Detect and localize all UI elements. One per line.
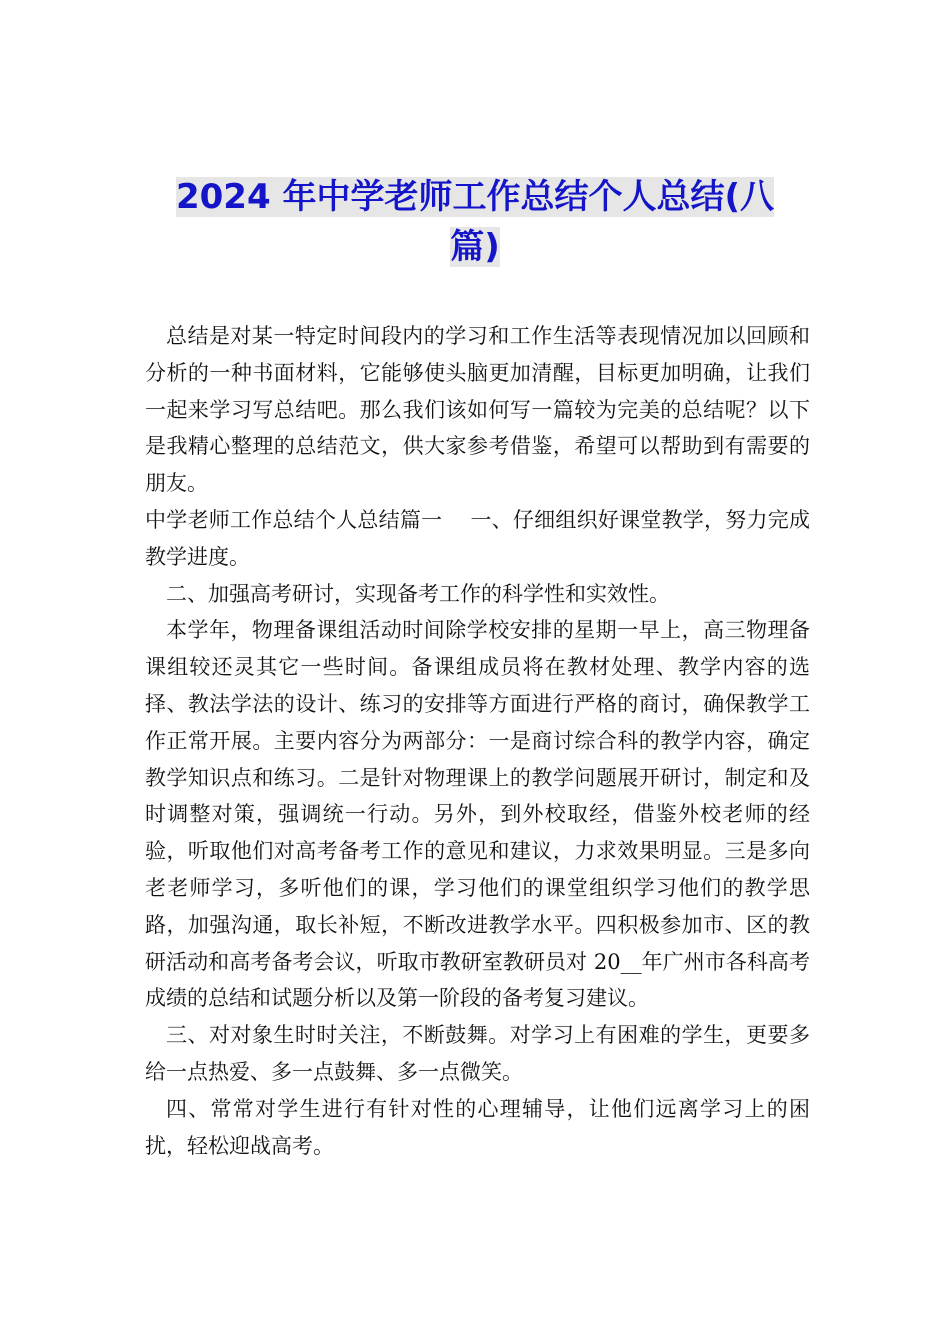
paragraph-intro: 总结是对某一特定时间段内的学习和工作生活等表现情况加以回顾和分析的一种书面材料，它能够使头脑更加清醒，目标更加明确，让我们一起来学习写总结吧。那么我们该如何写一篇较为完美的总结呢？以下是我精心整理的总结范文，供大家参考借鉴，希望可以帮助到有需要的朋友。 [145,324,810,496]
paragraph-point-3: 三、对对象生时时关注，不断鼓舞。对学习上有困难的学生，更要多给一点热爱、多一点鼓舞、多一点微笑。 [145,1023,810,1084]
document-body [145,318,810,1164]
paragraph-point-2: 二、加强高考研讨，实现备考工作的科学性和实效性。 [166,581,670,606]
title-line-2: 篇) [450,227,500,267]
title-line-1: 2024 年中学老师工作总结个人总结(八 [175,177,774,217]
document-title [150,172,800,272]
paragraph-section-heading: 中学老师工作总结个人总结篇一 一、仔细组织好课堂教学，努力完成教学进度。 [145,507,810,569]
paragraph-details: 本学年，物理备课组活动时间除学校安排的星期一早上，高三物理备课组较还灵其它一些时间。备课组成员将在教材处理、教学内容的选择、教法学法的设计、练习的安排等方面进行严格的商讨，确保教学工作正常开展。主要内容分为两部分：一是商讨综合科的教学内容，确定教学知识点和练习。二是针对物理课上的教学问题展开研讨，制定和及时调整对策，强调统一行动。另外，到外校取经，借鉴外校老师的经验，听取他们对高考备考工作的意见和建议，力求效果明显。三是多向老老师学习，多听他们的课，学习他们的课堂组织学习他们的教学思路，加强沟通，取长补短，不断改进教学水平。四积极参加市、区的教研活动和高考备考会议，听取市教研室教研员对 20__年广州市各科高考成绩的总结和试题分析以及第一阶段的备考复习建议。 [145,618,810,1011]
paragraph-point-4: 四、常常对学生进行有针对性的心理辅导，让他们远离学习上的困扰，轻松迎战高考。 [145,1096,810,1158]
